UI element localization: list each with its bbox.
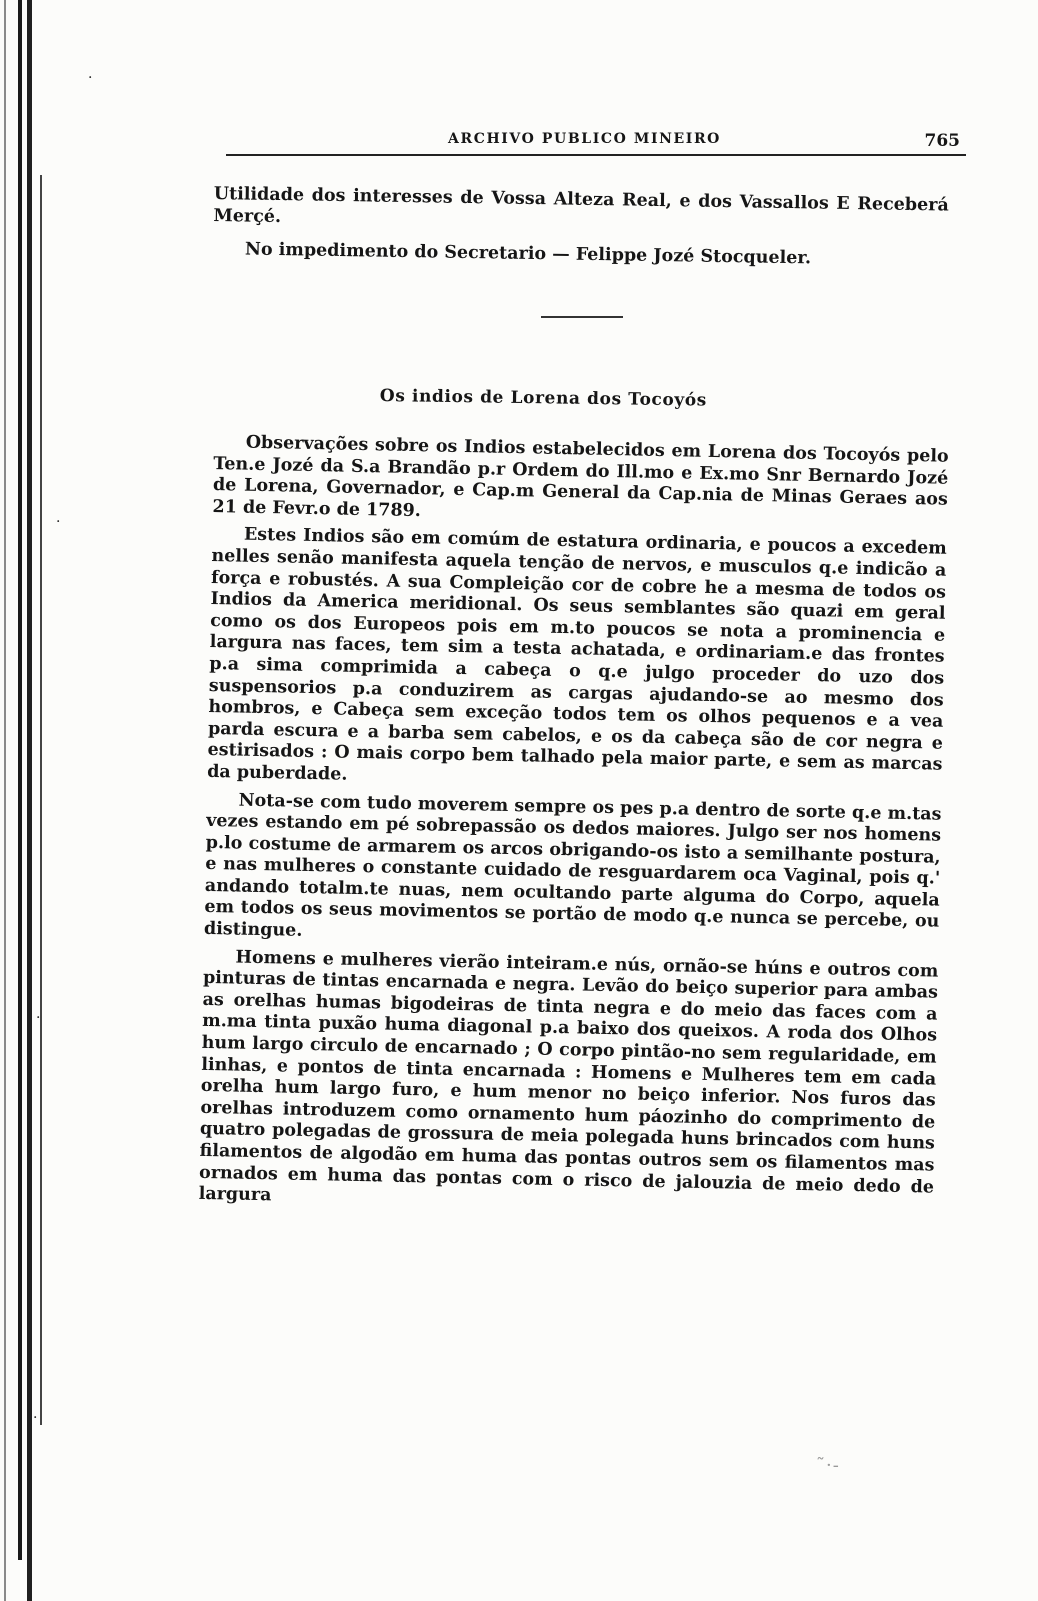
intro-paragraph: Utilidade dos interesses de Vossa Alteza Real, e dos Vassallos E Receberá Merçé. bbox=[213, 184, 949, 227]
scan-speck: · bbox=[36, 1010, 41, 1026]
intro-block bbox=[213, 184, 949, 278]
page-number: 765 bbox=[924, 131, 960, 151]
header-title: ARCHIVO PUBLICO MINEIRO bbox=[448, 131, 721, 147]
scan-speck: · bbox=[33, 1410, 38, 1426]
header-rule bbox=[226, 154, 966, 156]
scan-speck: · bbox=[56, 514, 61, 530]
body-text bbox=[198, 432, 949, 1226]
edge-line bbox=[18, 0, 22, 1560]
edge-shadow-line bbox=[4, 0, 6, 1601]
section-separator bbox=[541, 316, 623, 318]
paragraph-postura: Nota-se com tudo moverem sempre os pes p.a dentro de sorte q.e m.tas vezes estando em pé sobrepassão os dedos maiores. Julgo ser nos homens p.lo costume de armarem os arcos obrigando-os isto a semilhante postura, e nas mulheres o constante cuidado de resguardarem oca Vaginal, pois q.' andando totalm.te nuas, nem ocultando parte alguma do Corpo, aquela em todos os seus movimentos se portão de modo q.e nunca se percebe, ou distingue. bbox=[203, 790, 942, 941]
scan-smudge: ˜·‐ bbox=[816, 1455, 840, 1476]
paragraph-observacoes: Observações sobre os Indios estabelecidos em Lorena dos Tocoyós pelo Ten.e Jozé da S.a Brandão p.r Ordem do Ill.mo e Ex.mo Snr Bernardo Jozé de Lorena, Governador, e Cap.m General da Cap.nia de Minas Geraes aos 21 de Fevr.o de 1789. bbox=[212, 432, 949, 521]
paragraph-pinturas: Homens e mulheres vierão inteiram.e nús, ornão-se húns e outros com pinturas de tintas encarnada e negra. Levão do beiço superior para ambas as orelhas humas bigodeiras de tinta negra e do meio das faces com a m.ma tinta puxão huma diagonal p.a baixo dos queixos. A roda dos Olhos hum largo circulo de encarnado ; O corpo pintão-no sem regularidade, em linhas, e pontos de tinta encarnada : Homens e Mulheres tem em cada orelha hum largo furo, e hum menor no beiço inferior. Nos furos das orelhas introduzem como ornamento hum páozinho do comprimento de quatro polegadas de grossura de meia polegada huns brincados com huns filamentos de algodão em huma das pontas outros sem os filamentos mas ornados em huma das pontas com o risco de jalouzia de meio dedo de largura bbox=[198, 947, 939, 1206]
section-title: Os indios de Lorena dos Tocoyós bbox=[379, 386, 708, 411]
scan-speck: · bbox=[88, 70, 93, 86]
edge-line bbox=[27, 0, 32, 1601]
edge-line bbox=[40, 175, 42, 1425]
binding-edge bbox=[0, 0, 48, 1601]
running-header bbox=[226, 127, 966, 161]
signature-line: No impedimento do Secretario — Felippe Jozé Stocqueler. bbox=[244, 239, 812, 269]
paragraph-estatura: Estes Indios são em comúm de estatura ordinaria, e poucos a excedem nelles senão manifesta aquela tenção de nervos, e musculos q.e indicão a força e robustés. A sua Compleição cor de cobre he a mesma de todos os Indios da America meridional. Os seus semblantes são quazi em geral como os dos Europeos pois em m.to poucos se nota a prominencia e largura nas faces, tem sim a testa achatada, e ordinariam.e das frontes p.a sima comprimida a cabeça o q.e julgo proceder do uzo dos suspensorios p.a conduzirem as cargas ajudando-se ao mesmo dos hombros, e Cabeça sem exceção todos tem os olhos pequenos e a vea parda escura e a barba sem cabelos, e os da cabeça são de cor negra e estirisados : O mais corpo bem talhado pela maior parte, e sem as marcas da puberdade. bbox=[206, 524, 947, 785]
